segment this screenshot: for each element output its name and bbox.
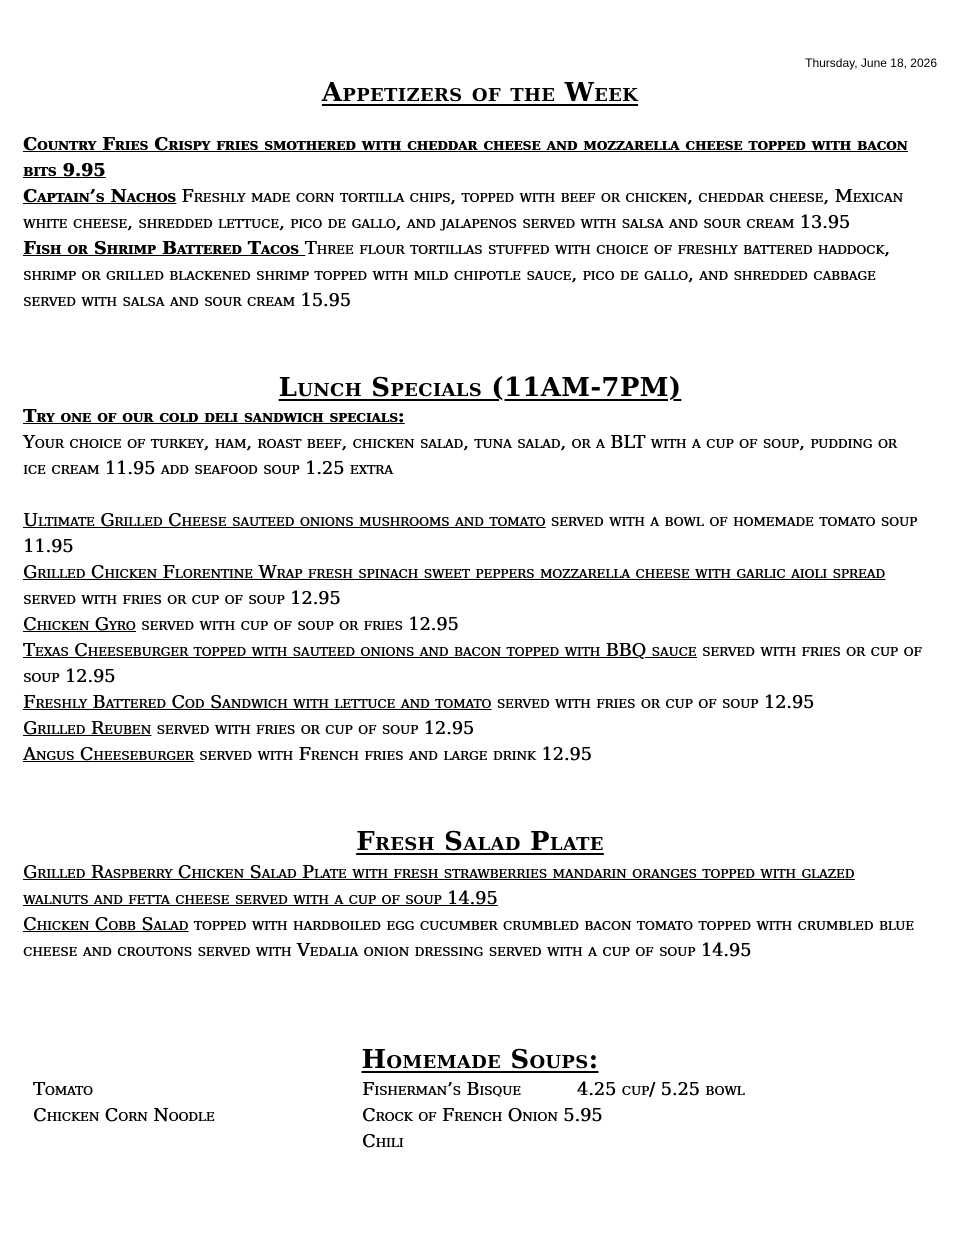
lunch-item — [23, 508, 923, 560]
appetizer-item — [23, 236, 923, 314]
appetizer-name: Captain’s Nachos — [23, 186, 176, 207]
soups-column-right — [362, 1077, 745, 1155]
appetizer-desc: Freshly made corn tortilla chips, topped with beef or chicken, cheddar cheese, Mexican white cheese, shredded lettuce, pico de gallo, and jalapenos served with salsa and sour cream 13.95 — [23, 187, 903, 233]
lunch-item-desc: served with fries or cup of soup 12.95 — [150, 719, 474, 739]
lunch-item-desc: served with cup of soup or fries 12.95 — [135, 615, 459, 635]
soup-item: Chicken Corn Noodle — [33, 1106, 215, 1126]
lunch-item — [23, 716, 923, 742]
lunch-item-name: Chicken Gyro — [23, 615, 136, 635]
appetizer-desc: Crispy fries smothered with cheddar cheese and mozzarella cheese topped with bacon bits 9.95 — [23, 134, 908, 181]
appetizer-item — [23, 184, 923, 236]
appetizers-heading: Appetizers of the Week — [321, 78, 639, 108]
soup-name: Fisherman’s Bisque — [362, 1080, 521, 1100]
lunch-item — [23, 612, 923, 638]
lunch-item-name: Ultimate Grilled Cheese sauteed onions mushrooms and tomato — [23, 511, 546, 531]
appetizers-list — [23, 132, 923, 314]
soup-item: Tomato — [33, 1080, 93, 1100]
salad-item-desc: topped with hardboiled egg cucumber crumbled bacon tomato topped with crumbled blue cheese and croutons served with Vedalia onion dressing served with a cup of soup 14.95 — [23, 915, 914, 961]
lunch-item — [23, 560, 923, 612]
salad-item — [23, 912, 923, 964]
lunch-item-name: Angus Cheeseburger — [23, 745, 194, 765]
salad-item-name: Chicken Cobb Salad — [23, 915, 189, 935]
soup-price: 4.25 cup/ 5.25 bowl — [576, 1080, 745, 1100]
menu-date: Thursday, June 18, 2026 — [805, 56, 937, 70]
soup-item: Chili — [362, 1132, 404, 1152]
salad-heading: Fresh Salad Plate — [356, 827, 604, 857]
soup-item — [362, 1077, 745, 1103]
lunch-item-name: Texas Cheeseburger topped with sauteed onions and bacon topped with BBQ sauce — [23, 641, 697, 661]
lunch-item — [23, 638, 923, 690]
lunch-item-name: Grilled Chicken Florentine Wrap fresh spinach sweet peppers mozzarella cheese with garlic aioli spread — [23, 563, 885, 583]
lunch-item-desc: served with a bowl of homemade tomato soup 11.95 — [23, 511, 918, 557]
soup-item: Crock of French Onion 5.95 — [362, 1106, 603, 1126]
appetizer-desc: Three flour tortillas stuffed with choice of freshly battered haddock, shrimp or grilled blackened shrimp topped with mild chipotle sauce, pico de gallo, and shredded cabbage served with salsa and sour cream 15.95 — [23, 239, 890, 311]
lunch-item-desc: served with fries or cup of soup 12.95 — [491, 693, 815, 713]
salad-item — [23, 860, 923, 912]
lunch-heading: Lunch Specials (11AM-7PM) — [278, 373, 682, 403]
lunch-item-desc: served with French fries and large drink 12.95 — [193, 745, 592, 765]
soups-heading: Homemade Soups: — [361, 1045, 599, 1075]
lunch-item-desc: served with fries or cup of soup 12.95 — [23, 641, 922, 687]
lunch-item-desc: served with fries or cup of soup 12.95 — [23, 589, 341, 609]
salad-item-name: Grilled Raspberry Chicken Salad Plate with fresh strawberries mandarin oranges topped with glazed walnuts and fetta cheese served with a cup of soup 14.95 — [23, 863, 855, 909]
lunch-item-name: Grilled Reuben — [23, 719, 151, 739]
lunch-intro: Your choice of turkey, ham, roast beef, chicken salad, tuna salad, or a BLT with a cup of soup, pudding or ice cream 11.95 add seafood soup 1.25 extra — [23, 433, 897, 479]
lunch-list — [23, 404, 923, 768]
lunch-subtitle: Try one of our cold deli sandwich specials: — [23, 406, 405, 427]
soups-column-left — [33, 1077, 215, 1129]
appetizer-name: Country Fries — [23, 134, 149, 155]
appetizer-name: Fish or Shrimp Battered Tacos — [23, 238, 305, 259]
lunch-item-name: Freshly Battered Cod Sandwich with lettuce and tomato — [23, 693, 492, 713]
appetizer-item — [23, 132, 923, 184]
salad-list — [23, 860, 923, 964]
lunch-item — [23, 742, 923, 768]
lunch-item — [23, 690, 923, 716]
